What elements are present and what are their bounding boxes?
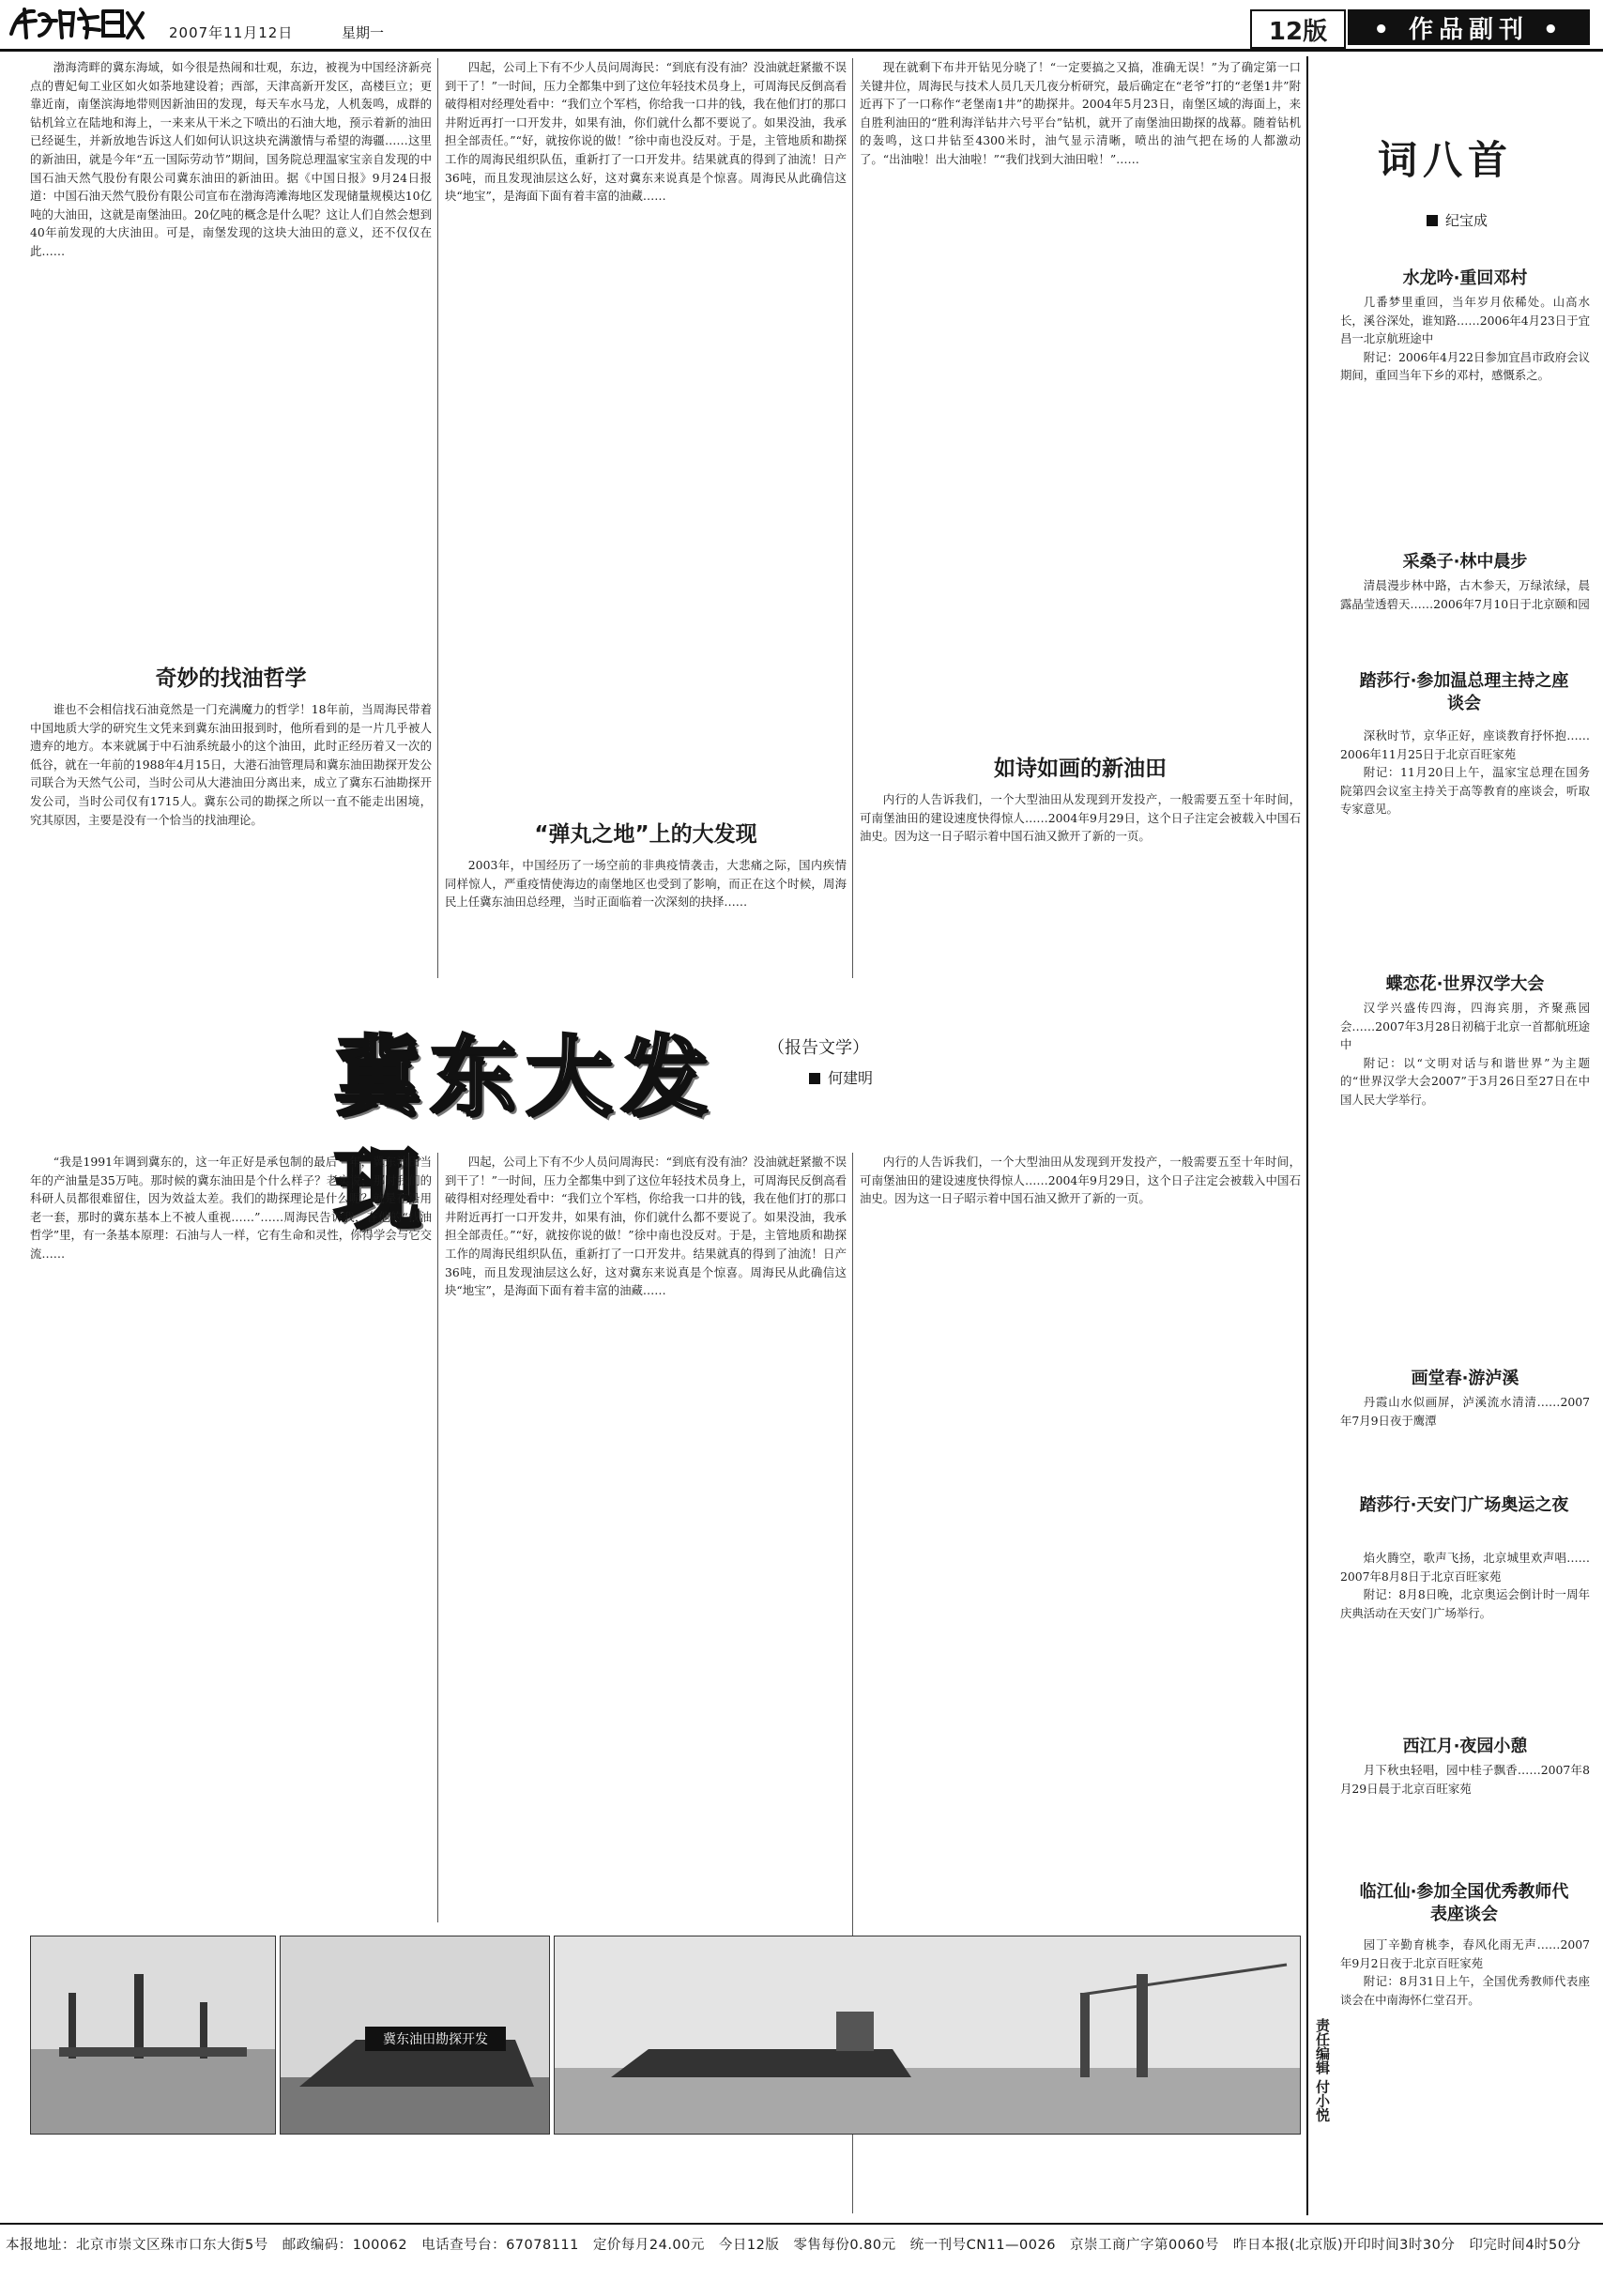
newspaper-logo [6, 2, 146, 43]
poem-note: 附记：以“文明对话与和谐世界”为主题的“世界汉学大会2007”于3月26日至27日在中国人民大学举行。 [1340, 1055, 1590, 1107]
square-bullet-icon [1427, 215, 1438, 226]
poem-title: 踏莎行·参加温总理主持之座谈会 [1359, 671, 1569, 713]
author-name: 何建明 [828, 1069, 874, 1087]
column-divider [437, 1153, 438, 1922]
footer-rule [0, 2223, 1603, 2225]
article-paragraph: 内行的人告诉我们，一个大型油田从发现到开发投产，一般需要五至十年时间，可南堡油田的建设速度快得惊人……2004年9月29日，这个日子注定会被载入中国石油史。因为这一日子昭示着中国石油又掀开了新的一页。 [860, 792, 1301, 844]
poem-title: 西江月·夜园小憩 [1402, 1737, 1528, 1756]
poem-verse: 几番梦里重回，当年岁月依稀处。山高水长，溪谷深处，谁知路……2006年4月23日于宜昌一北京航班途中 [1340, 295, 1590, 346]
poem-body [1340, 999, 1590, 1355]
poem-verse: 焰火腾空，歌声飞扬，北京城里欢声唱……2007年8月8日于北京百旺家苑 [1340, 1551, 1590, 1584]
poem-verse: 丹霞山水似画屏，泸溪流水清清……2007年7月9日夜于鹰潭 [1340, 1395, 1590, 1428]
article-column-1 [30, 58, 432, 659]
poem-title: 踏莎行·天安门广场奥运之夜 [1359, 1495, 1569, 1515]
poem-note: 附记：2006年4月22日参加宜昌市政府会议期间，重回当年下乡的邓村，感慨系之。 [1340, 349, 1590, 383]
responsible-editor: 责任编辑 付小悦 [1314, 2018, 1331, 2122]
square-bullet-icon [809, 1073, 820, 1084]
poem-author-name: 纪宝成 [1445, 212, 1488, 229]
article-column-2 [445, 58, 847, 815]
poem-verse: 园丁辛勤育桃李，春风化雨无声……2007年9月2日夜于北京百旺家苑 [1340, 1937, 1590, 1970]
article-paragraph: “我是1991年调到冀东的，这一年正好是承包制的最后一年，冀东油田当年的产油量是35万吨。那时候的冀东油田是个什么样子？老实说，那时我们的科研人员都很难留住，因为效益太差。我们的勘探理论是什么呢？就是在沿用老一套，那时的冀东基本上不被人重视……”……周海民告诉我，在他的“找油哲学”里，有一条基本原理：石油与人一样，它有生命和灵性，你得学会与它交流…… [30, 1155, 432, 1261]
article-column-2-lower [445, 856, 847, 978]
footer-info: 本报地址：北京市崇文区珠市口东大街5号 邮政编码：100062 电话查号台：67078111 定价每月24.00元 今日12版 零售每份0.80元 统一刊号CN11—0026 京崇工商广字第0060号 昨日本报(北京版)开印时间3时30分 印完时间4时50分 [6, 2238, 1581, 2253]
poem-author [1427, 210, 1488, 230]
article-paragraph: 现在就剩下布井开钻见分晓了！“一定要搞之又搞，准确无误！”为了确定第一口关键井位，周海民与技术人员几天几夜分析研究，最后确定在“老爷”打的“老堡1井”附近再下了一口称作“老堡南1井”的勘探井。2004年5月23日，南堡区域的海面上，来自胜利油田的“胜利海洋钻井六号平台”钻机，就开了南堡油田勘探的战幕。随着钻机的轰鸣，这口井钻至4300米时，油气显示清晰，喷出的油气把在场的人都激动了。“出油啦！出大油啦！”“我们找到大油田啦！”…… [860, 60, 1301, 166]
article-column-3-lower [860, 790, 1301, 978]
article-column-lower-1 [30, 1153, 432, 1922]
poem-note: 附记：8月8日晚，北京奥运会倒计时一周年庆典活动在天安门广场举行。 [1340, 1587, 1590, 1620]
masthead [0, 0, 1603, 49]
article-paragraph: 内行的人告诉我们，一个大型油田从发现到开发投产，一般需要五至十年时间，可南堡油田的建设速度快得惊人……2004年9月29日，这个日子注定会被载入中国石油史。因为这一日子昭示着中国石油又掀开了新的一页。 [860, 1155, 1301, 1206]
poem-title: 水龙吟·重回邓村 [1402, 268, 1528, 288]
poem-verse: 深秋时节，京华正好，座谈教育抒怀抱……2006年11月25日于北京百旺家苑 [1340, 728, 1590, 761]
poem-body [1340, 1761, 1590, 1874]
poem-title: 临江仙·参加全国优秀教师代表座谈会 [1359, 1882, 1569, 1924]
article-column-3 [860, 58, 1301, 734]
poem-title: 蝶恋花·世界汉学大会 [1385, 974, 1545, 994]
poem-note: 附记：11月20日上午，温家宝总理在国务院第四会议室主持关于高等教育的座谈会，听取专家意见。 [1340, 765, 1590, 817]
section-name: • 作品副刊 • [1348, 9, 1590, 45]
article-paragraph: 四起，公司上下有不少人员问周海民：“到底有没有油？没油就赶紧撤不误到干了！”一时间，压力全都集中到了这位年轻技术员身上，可周海民反倒高看破得相对经理处看中：“我们立个军档，你给我一口井的钱，我在他们打的那口井附近再打一口开发井，如果有油，你们就什么都不要说了。如果没油，我承担全部责任。”“好，就按你说的做！”徐中南也没反对。于是，主管地质和勘探工作的周海民组织队伍，重新打了一口开发井。结果就真的得到了油流！日产36吨，而且发现油层这么好，这对冀东来说真是个惊喜。周海民从此确信这块“地宝”，是海面下面有着丰富的油藏…… [445, 1155, 847, 1298]
poem-verse: 月下秋虫轻唱，园中桂子飘香……2007年8月29日晨于北京百旺家苑 [1340, 1763, 1590, 1796]
poem-body [1340, 1936, 1590, 2213]
photo-train-banner [280, 1936, 550, 2135]
column-divider [852, 58, 853, 978]
poem-body [1340, 1549, 1590, 1725]
article-genre: （报告文学） [768, 1038, 869, 1058]
poem-body [1340, 576, 1590, 663]
edition-number: 12版 [1250, 9, 1346, 49]
poem-body [1340, 293, 1590, 541]
photo-offshore-platform [30, 1936, 276, 2135]
article-paragraph: 2003年，中国经历了一场空前的非典疫情袭击，大悲痛之际，国内疾情同样惊人，严重疫情使海边的南堡地区也受到了影响，而正在这个时候，周海民上任冀东油田总经理，当时正面临着一次深刻的抉择…… [445, 858, 847, 910]
poem-title: 采桑子·林中晨步 [1402, 552, 1528, 572]
poem-title: 画堂春·游泸溪 [1411, 1369, 1519, 1388]
header-rule [0, 49, 1603, 52]
poem-note: 附记：8月31日上午，全国优秀教师代表座谈会在中南海怀仁堂召开。 [1340, 1974, 1590, 2007]
article-title: 冀东大发现 [334, 1027, 718, 1240]
article-column-1-lower [30, 700, 432, 982]
article-paragraph: 四起，公司上下有不少人员问周海民：“到底有没有油？没油就赶紧撤不误到干了！”一时间，压力全都集中到了这位年轻技术员身上，可周海民反倒高看破得相对经理处看中：“我们立个军档，你给我一口井的钱，我在他们打的那口井附近再打一口开发井，如果有油，你们就什么都不要说了。如果没油，我承担全部责任。”“好，就按你说的做！”徐中南也没反对。于是，主管地质和勘探工作的周海民组织队伍，重新打了一口开发井。结果就真的得到了油流！日产36吨，而且发现油层这么好，这对冀东来说真是个惊喜。周海民从此确信这块“地宝”，是海面下面有着丰富的油藏…… [445, 60, 847, 204]
issue-weekday: 星期一 [342, 24, 385, 41]
poem-body [1340, 727, 1590, 961]
article-author [809, 1066, 873, 1088]
photo-oil-tanker [554, 1936, 1301, 2135]
poem-column-divider [1306, 56, 1308, 2215]
article-paragraph: 渤海湾畔的冀东海域，如今很是热闹和壮观，东边，被视为中国经济新亮点的曹妃甸工业区如火如荼地建设着；西部，天津高新开发区，高楼巨立；更靠近南，南堡滨海地带则因新油田的发现，每天车水马龙，人机轰鸣，成群的钻机耸立在陆地和海上，一来来从干米之下喷出的石油大地，预示着新的油田已经诞生，并新放地告诉这人们如何认识这块充满激情与希望的海疆……这里的新油田，就是今年“五一国际劳动节”期间，国务院总理温家宝亲自发现的中国石油天然气股份有限公司冀东油田的新油田。据《中国日报》9月24日报道：中国石油天然气股份有限公司宣布在渤海湾滩海地区发现储量规模达10亿吨的大油田，这就是南堡油田。20亿吨的概念是什么呢？这让人们自然会想到40年前发现的大庆油田。可是，南堡发现的这块大油田的意义，还不仅仅在此…… [30, 60, 432, 258]
subheading: 奇妙的找油哲学 [155, 666, 307, 691]
subheading: 如诗如画的新油田 [994, 757, 1167, 781]
article-paragraph: 谁也不会相信找石油竟然是一门充满魔力的哲学！18年前，当周海民带着中国地质大学的研究生文凭来到冀东油田报到时，他所看到的是一片几乎被人遗弃的地方。本来就属于中石油系统最小的这个油田，此时正经历着又一次的低谷，就在一年前的1988年4月15日，大港石油管理局和冀东油田勘探开发公司联合为天然气公司，当时公司从大港油田分离出来，成立了冀东石油勘探开发公司，当时公司仅有1715人。冀东公司的勘探之所以一直不能走出困境，究其原因，主要是没有一个恰当的找油理论。 [30, 702, 432, 827]
poem-verse: 清晨漫步林中路，古木参天，万绿浓绿，晨露晶莹透碧天……2006年7月10日于北京颐和园 [1340, 578, 1590, 611]
column-divider [437, 58, 438, 978]
article-column-lower-2 [445, 1153, 847, 1922]
banner-text: 冀东油田勘探开发 [383, 2032, 488, 2047]
poem-verse: 汉学兴盛传四海，四海宾朋，齐聚燕园会……2007年3月28日初稿于北京一首都航班途中 [1340, 1001, 1590, 1052]
poem-section-title: 词八首 [1378, 137, 1514, 183]
issue-date: 2007年11月12日 [169, 24, 294, 41]
subheading: “弹丸之地”上的大发现 [534, 822, 757, 847]
poem-body [1340, 1393, 1590, 1485]
